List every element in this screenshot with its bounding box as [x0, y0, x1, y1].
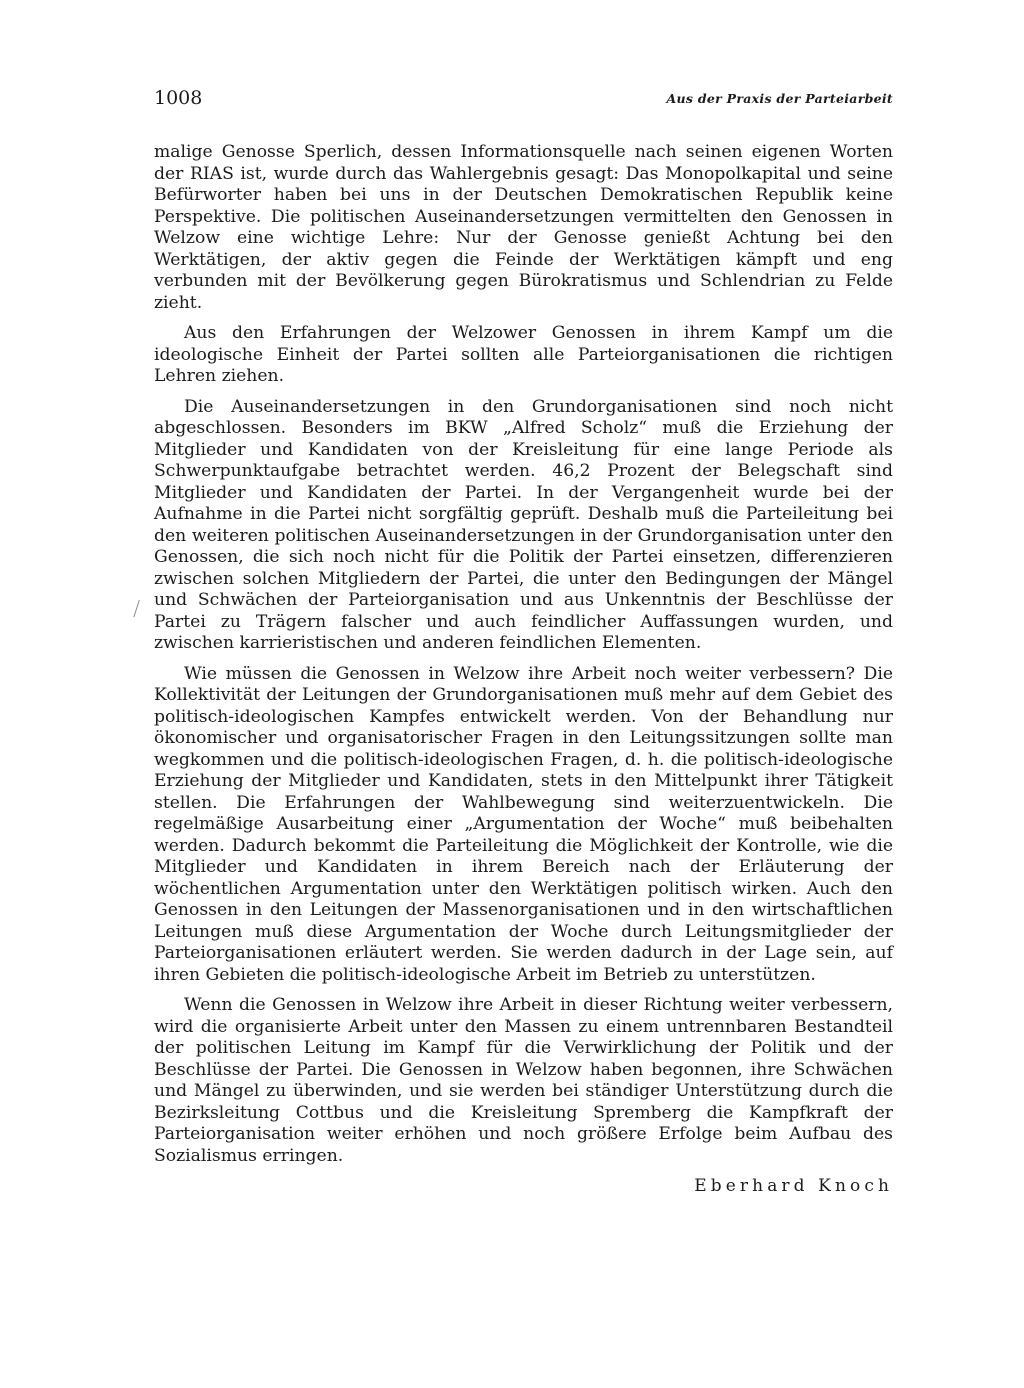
author-signature: Eberhard Knoch [694, 1176, 893, 1196]
paragraph: Die Auseinandersetzungen in den Grundorganisationen sind noch nicht abgeschlossen. Besonders im BKW „Alfred Scholz“ muß die Erziehung der Mitglieder und Kandidaten von der Kreisleitung für eine lange Periode als Schwerpunktaufgabe betrachtet werden. 46,2 Prozent der Belegschaft sind Mitglieder und Kandidaten der Partei. In der Vergangenheit wurde bei der Aufnahme in die Partei nicht sorgfältig geprüft. Deshalb muß die Parteileitung bei den weiteren politischen Auseinandersetzungen in der Grundorganisation unter den Genossen, die sich noch nicht für die Politik der Partei einsetzen, differenzieren zwischen solchen Mitgliedern der Partei, die unter den Bedingungen der Mängel und Schwächen der Parteiorganisation und aus Unkenntnis der Beschlüsse der Partei zu Trägern falscher und auch feindlicher Auffassungen wurden, und zwischen karrieristischen und anderen feindlichen Elementen. [154, 396, 893, 653]
margin-pencil-mark [133, 600, 142, 618]
paragraph: Wenn die Genossen in Welzow ihre Arbeit in dieser Richtung weiter verbessern, wird die organisierte Arbeit unter den Massen zu einem untrennbaren Bestandteil der politischen Leitung im Kampf für die Verwirklichung der Politik und der Beschlüsse der Partei. Die Genossen in Welzow haben begonnen, ihre Schwächen und Mängel zu überwinden, und sie werden bei ständiger Unterstützung durch die Bezirksleitung Cottbus und die Kreisleitung Spremberg die Kampfkraft der Parteiorganisation weiter erhöhen und noch größere Erfolge beim Aufbau des Sozialismus erringen. [154, 995, 893, 1166]
running-head: Aus der Praxis der Parteiarbeit [666, 91, 893, 106]
paragraph: Wie müssen die Genossen in Welzow ihre Arbeit noch weiter verbessern? Die Kollektivität der Leitungen der Grundorganisationen muß mehr auf dem Gebiet des politisch-ideologischen Kampfes entwickelt werden. Von der Behandlung nur ökonomischer und organisatorischer Fragen in den Leitungssitzungen sollte man wegkommen und die politisch-ideologischen Fragen, d. h. die politisch-ideologische Erziehung der Mitglieder und Kandidaten, stets in den Mittelpunkt ihrer Tätigkeit stellen. Die Erfahrungen der Wahlbewegung sind weiterzuentwickeln. Die regelmäßige Ausarbeitung einer „Argumentation der Woche“ muß beibehalten werden. Dadurch bekommt die Parteileitung die Möglichkeit der Kontrolle, wie die Mitglieder und Kandidaten in ihrem Bereich nach der Erläuterung der wöchentlichen Argumentation unter den Werktätigen politisch wirken. Auch den Genossen in den Leitungen der Massenorganisationen und in den wirtschaftlichen Leitungen muß diese Argumentation der Woche durch Leitungsmitglieder der Parteiorganisationen erläutert werden. Sie werden dadurch in der Lage sein, auf ihren Gebieten die politisch-ideologische Arbeit im Betrieb zu unterstützen. [154, 663, 893, 985]
article-body [154, 142, 893, 1197]
page-number: 1008 [154, 87, 203, 109]
page-header [154, 86, 893, 116]
paragraph: Aus den Erfahrungen der Welzower Genossen in ihrem Kampf um die ideologische Einheit der Partei sollten alle Parteiorganisationen die richtigen Lehren ziehen. [154, 323, 893, 386]
paragraph: malige Genosse Sperlich, dessen Informationsquelle nach seinen eigenen Worten der RIAS ist, wurde durch das Wahlergebnis gesagt: Das Monopolkapital und seine Befürworter haben bei uns in der Deutschen Demokratischen Republik keine Perspektive. Die politischen Auseinandersetzungen vermittelten den Genossen in Welzow eine wichtige Lehre: Nur der Genosse genießt Achtung bei den Werktätigen, der aktiv gegen die Feinde der Werktätigen kämpft und eng verbunden mit der Bevölkerung gegen Bürokratismus und Schlendrian zu Felde zieht. [154, 142, 893, 313]
